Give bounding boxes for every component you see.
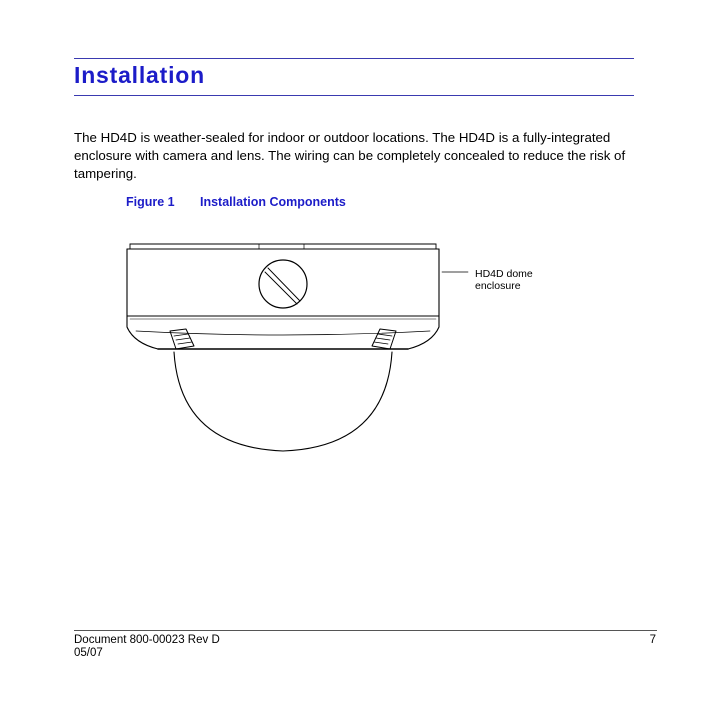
section-title: Installation [74, 62, 206, 88]
left-latch [170, 329, 194, 349]
callout-line-2: enclosure [475, 280, 521, 292]
footer-date: 05/07 [74, 647, 103, 659]
footer-rule [74, 630, 657, 631]
figure-title: Installation Components [200, 195, 346, 209]
heading-rule-bottom [74, 95, 634, 96]
footer-document-id: Document 800-00023 Rev D [74, 634, 220, 646]
intro-paragraph: The HD4D is weather-sealed for indoor or outdoor locations. The HD4D is a fully-integrated enclosure with camera and lens. The wiring can be completely concealed to reduce the risk of tampering. [74, 130, 626, 181]
housing-body [127, 249, 439, 349]
page-number: 7 [649, 634, 656, 646]
callout-label [475, 268, 555, 292]
right-latch [372, 329, 396, 349]
callout-line-1: HD4D dome [475, 268, 533, 280]
mounting-ring [130, 244, 436, 249]
footer-document-info [74, 634, 220, 660]
housing-screw [259, 260, 307, 308]
figure-number: Figure 1 [126, 195, 175, 209]
figure-caption [126, 194, 346, 210]
dome-bubble [174, 352, 392, 451]
heading-rule-top [74, 58, 634, 59]
